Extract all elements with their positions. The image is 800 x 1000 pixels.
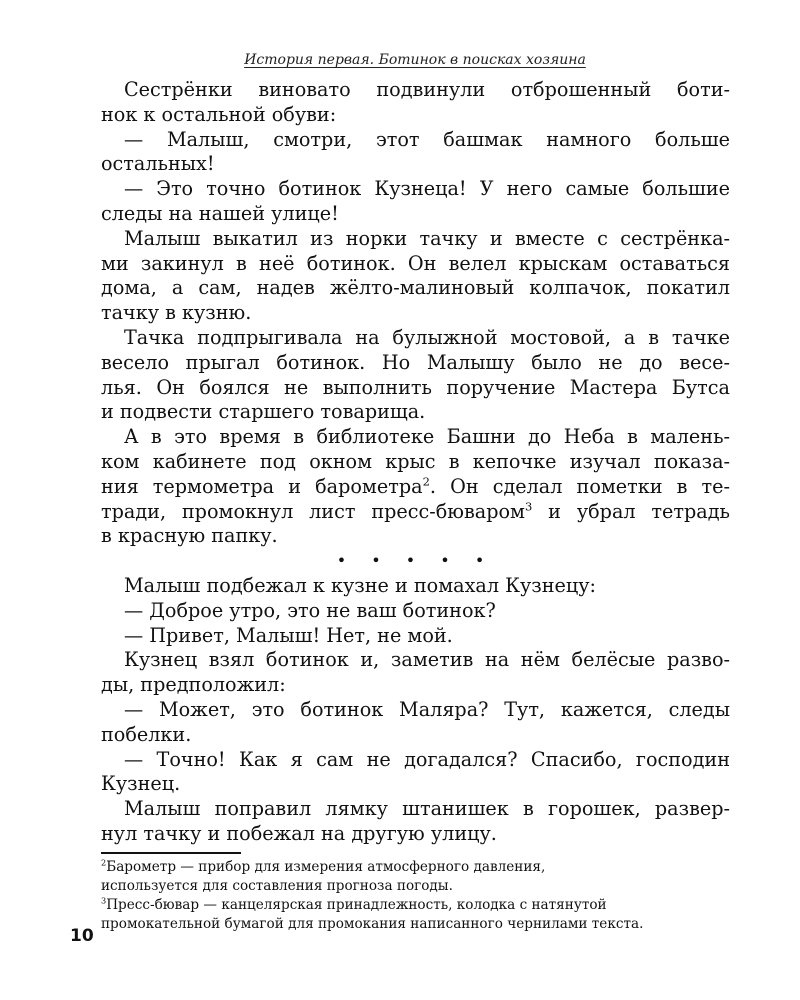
text-line: весело прыгал ботинок. Но Малышу было не до весе- xyxy=(101,350,730,374)
footnote-line xyxy=(101,858,730,877)
text-line: Малыш поправил лямку штанишек в горошек, развер- xyxy=(124,797,730,821)
text-line: ми закинул в неё ботинок. Он велел крыскам оставаться xyxy=(101,251,730,275)
footnote-line: промокательной бумагой для промокания написанного чернилами текста. xyxy=(101,916,644,932)
footnote-mark: 2 xyxy=(101,857,107,868)
footnote-rule xyxy=(101,852,241,854)
text-line: — Малыш, смотри, этот башмак намного больше xyxy=(124,127,730,151)
text-line: — Это точно ботинок Кузнеца! У него самые большие xyxy=(124,177,730,201)
footnote-line xyxy=(101,896,730,915)
text-line: Кузнец. xyxy=(101,772,181,796)
text-line: Малыш подбежал к кузне и помахал Кузнецу: xyxy=(124,573,596,597)
text-line: Кузнец взял ботинок и, заметив на нём белёсые разво- xyxy=(124,648,730,672)
footnote-mark: 3 xyxy=(101,895,107,906)
text-line: — Доброе утро, это не ваш ботинок? xyxy=(124,598,496,622)
text-line: и подвести старшего товарища. xyxy=(101,400,426,424)
text-line: нул тачку и побежал на другую улицу. xyxy=(101,821,497,845)
footnotes xyxy=(101,858,730,934)
text-line: ды, предположил: xyxy=(101,673,286,697)
text-segment: Барометр — прибор для измерения атмосферного давления, xyxy=(106,859,546,875)
text-line: остальных! xyxy=(101,152,215,176)
text-segment: . Он сделал пометки в те- xyxy=(429,474,730,498)
text-segment: тради, промокнул лист пресс-бюваром xyxy=(101,499,525,523)
text-segment: Пресс-бювар — канцелярская принадлежность, колодка с натянутой xyxy=(106,897,607,913)
footnote-ref[interactable]: 3 xyxy=(524,499,533,514)
text-line xyxy=(101,500,730,525)
text-line: — Точно! Как я сам не догадался? Спасибо, господин xyxy=(124,747,730,771)
text-line: А в это время в библиотеке Башни до Неба в малень- xyxy=(124,425,730,449)
text-line: побелки. xyxy=(101,722,192,746)
text-line: Тачка подпрыгивала на булыжной мостовой, а в тачке xyxy=(124,325,730,349)
text-line: ком кабинете под окном крыс в кепочке изучал показа- xyxy=(101,449,730,473)
text-line: — Привет, Малыш! Нет, не мой. xyxy=(124,623,453,647)
text-line: тачку в кузню. xyxy=(101,301,252,325)
running-head: История первая. Ботинок в поисках хозяина xyxy=(244,52,586,68)
section-separator: • • • • • xyxy=(336,551,495,571)
text-line: в красную папку. xyxy=(101,524,278,548)
text-line: дома, а сам, надев жёлто-малиновый колпачок, покатил xyxy=(101,276,730,300)
text-line: следы на нашей улице! xyxy=(101,201,339,225)
footnote-line: используется для составления прогноза погоды. xyxy=(101,878,453,894)
text-segment: и убрал тетрадь xyxy=(532,499,730,523)
footnote-ref[interactable]: 2 xyxy=(422,474,430,489)
text-line: нок к остальной обуви: xyxy=(101,102,337,126)
body-text xyxy=(101,78,730,847)
text-line xyxy=(101,475,730,500)
text-segment: ния термометра и барометра xyxy=(101,474,423,498)
page-number: 10 xyxy=(70,926,94,946)
text-line: Малыш выкатил из норки тачку и вместе с сестрёнка- xyxy=(124,226,730,250)
text-line: — Может, это ботинок Маляра? Тут, кажется, следы xyxy=(124,697,730,721)
text-line: лья. Он боялся не выполнить поручение Мастера Бутса xyxy=(101,375,730,399)
text-line: Сестрёнки виновато подвинули отброшенный боти- xyxy=(124,78,730,101)
